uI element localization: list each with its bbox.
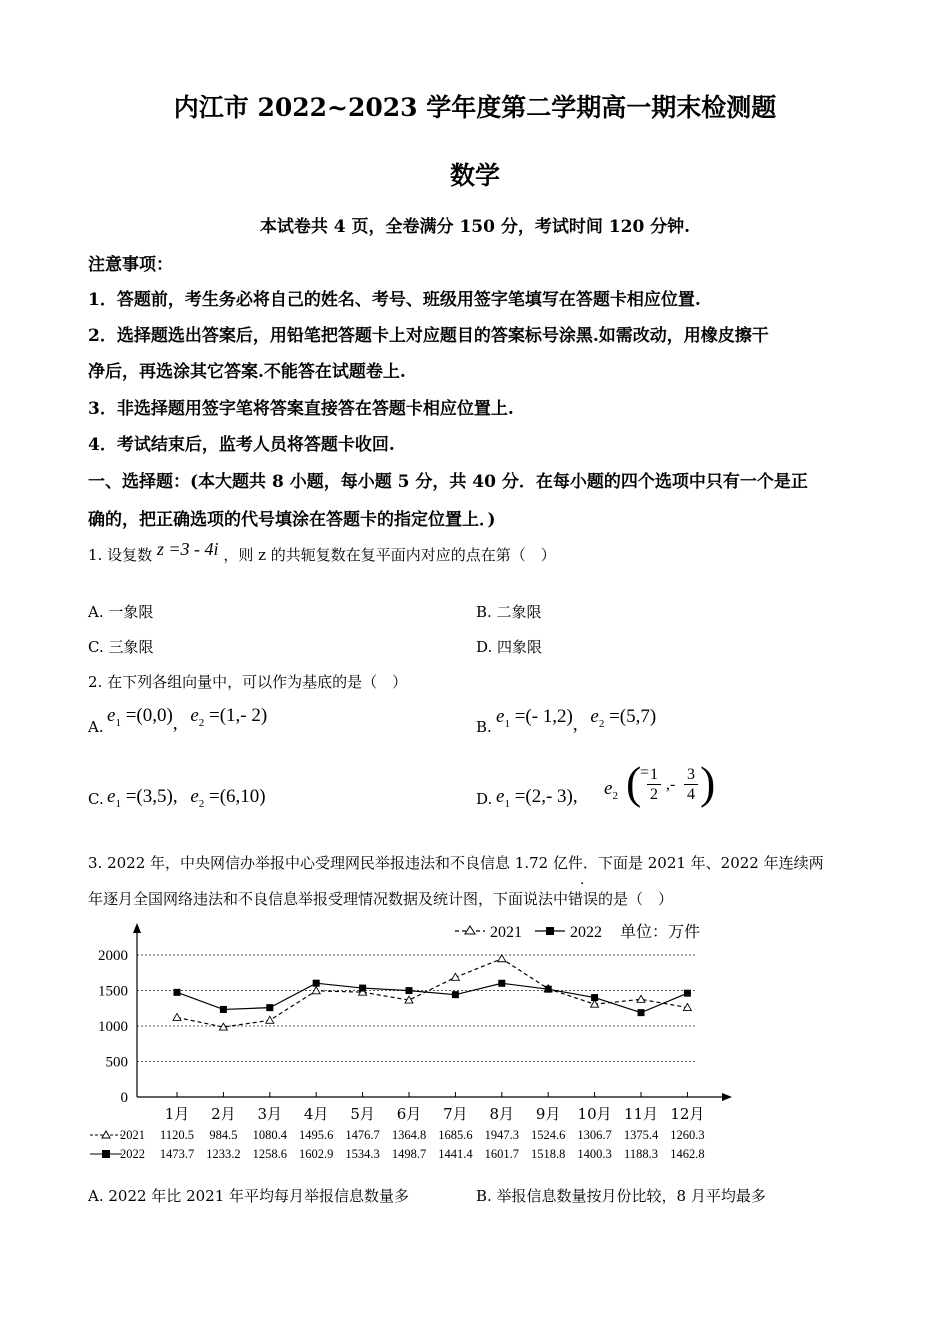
q2-a-e2-value: =(1,- 2) bbox=[209, 705, 268, 726]
vector-e1: e bbox=[107, 705, 116, 726]
note-item-3: 3．非选择题用签字笔将答案直接答在答题卡相应位置上. bbox=[88, 399, 514, 419]
table-value: 1400.3 bbox=[577, 1147, 612, 1161]
table-value: 1473.7 bbox=[159, 1147, 195, 1161]
table-value: 1080.4 bbox=[252, 1128, 287, 1142]
point-2022 bbox=[684, 990, 691, 997]
note-item-2b: 净后，再选涂其它答案.不能答在试题卷上. bbox=[88, 362, 406, 382]
q2-stem: 2. 在下列各组向量中，可以作为基底的是（ ） bbox=[88, 673, 408, 691]
x-tick-label: 2月 bbox=[211, 1105, 236, 1123]
q3-option-b: B. 举报信息数量按月份比较，8 月平均最多 bbox=[476, 1187, 766, 1205]
chart-axes bbox=[98, 923, 732, 1123]
x-tick-label: 7月 bbox=[443, 1105, 468, 1123]
q2-option-d: $e_1 =(2,-$ 3), bbox=[496, 786, 578, 810]
table-value: 1518.8 bbox=[531, 1147, 566, 1161]
point-2021 bbox=[266, 1016, 274, 1023]
table-value: 1441.4 bbox=[438, 1147, 473, 1161]
table-value: 1233.2 bbox=[206, 1147, 241, 1161]
point-2022 bbox=[498, 980, 505, 987]
q2-a-e1-value: =(0,0) bbox=[125, 705, 173, 726]
table-value: 1258.6 bbox=[252, 1147, 287, 1161]
point-2022 bbox=[266, 1004, 273, 1011]
table-value: 1462.8 bbox=[670, 1147, 705, 1161]
table-value: 1534.3 bbox=[345, 1147, 380, 1161]
x-tick-label: 8月 bbox=[489, 1105, 515, 1123]
table-value: 1947.3 bbox=[484, 1128, 519, 1142]
q2-b-e1-value: =(- 1,2) bbox=[514, 706, 573, 727]
y-tick-label: 2000 bbox=[98, 948, 128, 964]
section-heading-line1: 一、选择题：(本大题共 8 小题，每小题 5 分，共 40 分．在每小题的四个选项中只有一个是正 bbox=[88, 472, 808, 492]
q2-option-c: $e_1 =(3,5)$, $e_2 =(6,10)$ bbox=[107, 786, 266, 810]
chart-data-table bbox=[90, 1128, 705, 1161]
q1-option-c: C. 三象限 bbox=[88, 638, 154, 656]
x-tick-label: 4月 bbox=[303, 1105, 329, 1123]
q2-b-e2-value: =(5,7) bbox=[609, 706, 657, 727]
y-tick-label: 0 bbox=[120, 1090, 128, 1106]
point-2022 bbox=[638, 1009, 645, 1016]
q1-suffix: ，则 z 的共轭复数在复平面内对应的点在第（ ） bbox=[223, 546, 556, 564]
section-heading-line2: 确的，把正确选项的代号填涂在答题卡的指定位置上．) bbox=[88, 510, 496, 530]
point-2022 bbox=[313, 980, 320, 987]
x-axis-arrow bbox=[722, 1093, 732, 1101]
table-value: 1120.5 bbox=[160, 1128, 194, 1142]
q3-option-a: A. 2022 年比 2021 年平均每月举报信息数量多 bbox=[88, 1187, 410, 1205]
q3-stem-line1: 3. 2022 年，中央网信办举报中心受理网民举报违法和不良信息 1.72 亿件．下面是 2021 年、2022 年连续两 bbox=[88, 854, 824, 872]
q1-option-a: A. 一象限 bbox=[88, 603, 154, 621]
table-value: 1498.7 bbox=[391, 1147, 427, 1161]
notes-heading: 注意事项： bbox=[88, 255, 173, 275]
table-row-label: 2022 bbox=[120, 1147, 145, 1161]
q2-option-b-label: B. bbox=[476, 718, 492, 736]
y-tick-label: 1500 bbox=[98, 983, 128, 1000]
legend-label: 2022 bbox=[570, 924, 602, 941]
chart-series bbox=[173, 955, 691, 1030]
x-tick-label: 9月 bbox=[535, 1105, 561, 1123]
point-2022 bbox=[406, 987, 413, 994]
q3-stem-line2: 年逐月全国网络违法和不良信息举报受理情况数据及统计图，下面说法中错误的是（ ） bbox=[88, 890, 674, 908]
table-row-label: 2021 bbox=[120, 1128, 145, 1142]
y-tick-label: 1000 bbox=[98, 1019, 128, 1035]
x-tick-label: 11月 bbox=[623, 1105, 659, 1123]
table-legend-marker bbox=[102, 1150, 110, 1158]
table-value: 1364.8 bbox=[391, 1128, 427, 1142]
point-2022 bbox=[452, 991, 459, 998]
point-2021 bbox=[498, 955, 506, 962]
table-value: 1602.9 bbox=[299, 1147, 334, 1161]
q2-c-e2-value: =(6,10) bbox=[209, 786, 266, 807]
table-value: 1601.7 bbox=[484, 1147, 519, 1161]
point-2022 bbox=[545, 986, 552, 993]
y-axis-arrow bbox=[133, 923, 141, 933]
q2-d-e2-vector: $e_2$ bbox=[604, 778, 618, 802]
legend-marker bbox=[546, 927, 554, 935]
note-item-2a: 2．选择题选出答案后，用铅笔把答题卡上对应题目的答案标号涂黑.如需改动，用橡皮擦干 bbox=[88, 326, 769, 346]
legend-label: 2021 bbox=[490, 924, 522, 941]
table-value: 1260.3 bbox=[670, 1128, 705, 1142]
q3-emphasis: 错误 bbox=[568, 890, 599, 908]
point-2021 bbox=[173, 1013, 181, 1020]
table-value: 984.5 bbox=[209, 1128, 238, 1142]
point-2021 bbox=[637, 995, 645, 1002]
point-2022 bbox=[359, 985, 366, 992]
q2-option-b: $e_1$ =(- 1,2), $e_2 =(5,7)$ bbox=[496, 706, 657, 735]
x-tick-label: 3月 bbox=[257, 1105, 283, 1123]
q1-option-d: D. 四象限 bbox=[476, 638, 543, 656]
x-tick-label: 5月 bbox=[350, 1105, 375, 1123]
subject-title: 数学 bbox=[449, 161, 500, 190]
table-legend-marker bbox=[102, 1131, 110, 1138]
x-tick-label: 10月 bbox=[577, 1105, 612, 1123]
table-value: 1524.6 bbox=[531, 1128, 566, 1142]
page-title: 内江市 2022~2023 学年度第二学期高一期末检测题 bbox=[173, 93, 777, 122]
vector-e2: e bbox=[190, 705, 199, 726]
series-line-2022 bbox=[177, 983, 687, 1012]
q2-c-e1-value: =(3,5) bbox=[125, 786, 173, 807]
legend-marker bbox=[465, 926, 475, 934]
q2-d-e1-value: =(2,- 3) bbox=[514, 786, 573, 807]
table-value: 1476.7 bbox=[345, 1128, 380, 1142]
x-tick-label: 1月 bbox=[164, 1105, 190, 1123]
x-tick-label: 12月 bbox=[670, 1105, 705, 1123]
point-2022 bbox=[220, 1006, 227, 1013]
note-item-4: 4．考试结束后，监考人员将答题卡收回. bbox=[88, 435, 395, 455]
q1-prefix: 1. 设复数 bbox=[88, 546, 153, 564]
report-line-chart bbox=[80, 915, 740, 1165]
table-value: 1685.6 bbox=[438, 1128, 473, 1142]
q2-option-a: $e_1 =(0,0)$, $e_2 =(1,-$ 2) bbox=[107, 705, 268, 734]
q1-option-b: B. 二象限 bbox=[476, 603, 542, 621]
q2-option-d-label: D. bbox=[476, 790, 493, 808]
unit-label: 单位：万件 bbox=[620, 922, 701, 941]
exam-info: 本试卷共 4 页，全卷满分 150 分，考试时间 120 分钟. bbox=[259, 217, 691, 237]
table-value: 1188.3 bbox=[624, 1147, 658, 1161]
q1-stem bbox=[88, 539, 556, 565]
point-2022 bbox=[591, 994, 598, 1001]
y-tick-label: 500 bbox=[105, 1054, 128, 1071]
q2-option-c-label: C. bbox=[88, 790, 104, 808]
point-2022 bbox=[174, 989, 181, 996]
q2-option-a-label: A. bbox=[88, 718, 104, 736]
table-value: 1495.6 bbox=[299, 1128, 334, 1142]
q1-formula: z =3 - 4i bbox=[156, 539, 219, 559]
table-value: 1375.4 bbox=[623, 1128, 659, 1142]
x-tick-label: 6月 bbox=[396, 1105, 422, 1123]
chart-legend bbox=[455, 922, 700, 941]
note-item-1: 1．答题前，考生务必将自己的姓名、考号、班级用签字笔填写在答题卡相应位置. bbox=[88, 290, 701, 310]
table-value: 1306.7 bbox=[577, 1128, 612, 1142]
